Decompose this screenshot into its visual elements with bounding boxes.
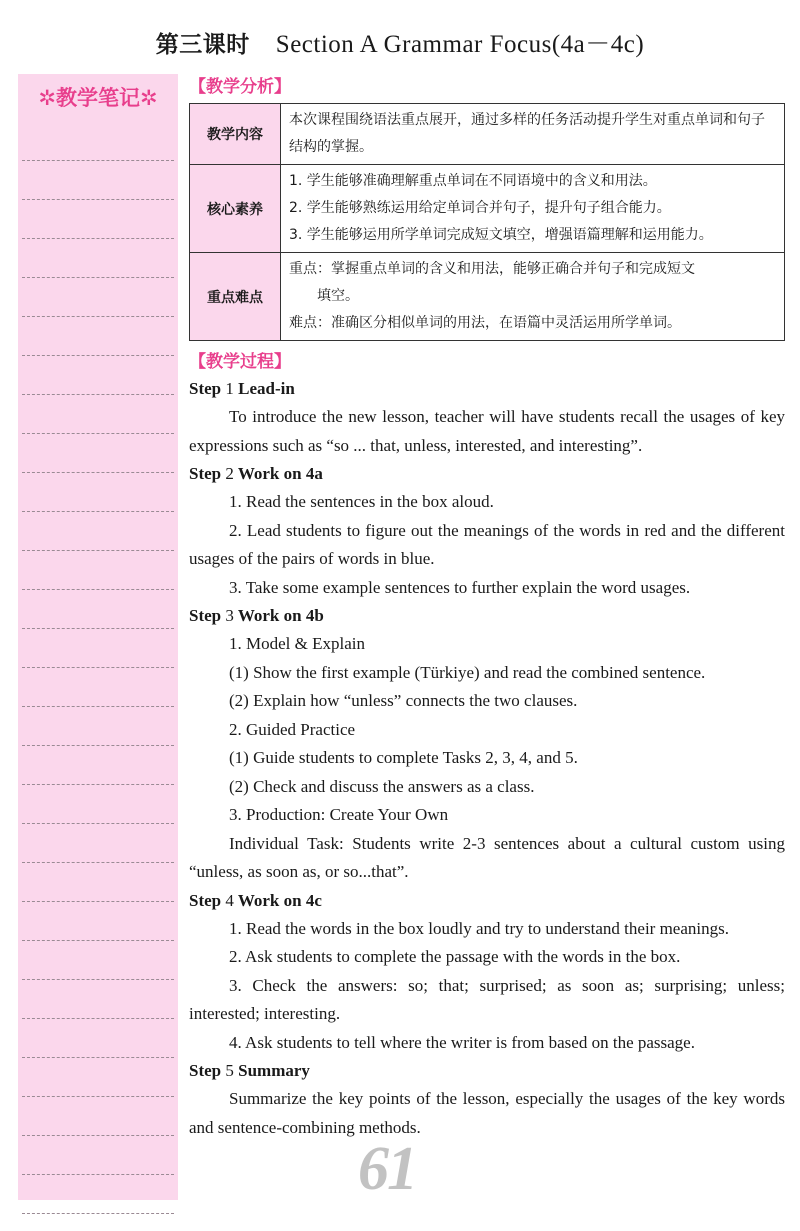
notes-line bbox=[22, 902, 174, 941]
row-line: 2. 学生能够熟练运用给定单词合并句子，提升句子组合能力。 bbox=[289, 200, 671, 216]
notes-line bbox=[22, 434, 174, 473]
step-paragraph: (2) Check and discuss the answers as a class. bbox=[229, 776, 535, 796]
step-title: Summary bbox=[238, 1061, 310, 1080]
notes-line bbox=[22, 980, 174, 1019]
notes-title: ✲教学笔记✲ bbox=[38, 86, 158, 110]
step-number: 5 bbox=[225, 1061, 234, 1080]
step-paragraph: (1) Guide students to complete Tasks 2, 3, 4, and 5. bbox=[229, 748, 578, 767]
step-paragraph: (2) Explain how “unless” connects the two clauses. bbox=[229, 691, 578, 710]
step-heading bbox=[189, 1057, 785, 1085]
row-line: 难点：准确区分相似单词的用法，在语篇中灵活运用所学单词。 bbox=[289, 315, 681, 331]
step-prefix: Step bbox=[189, 606, 222, 625]
row-body bbox=[281, 165, 785, 253]
notes-line bbox=[22, 1019, 174, 1058]
notes-line bbox=[22, 1175, 174, 1214]
step-title: Work on 4a bbox=[237, 464, 323, 483]
notes-line bbox=[22, 707, 174, 746]
step-paragraph: Individual Task: Students write 2-3 sentences about a cultural custom using “unless, as soon as, or so...that”. bbox=[189, 833, 785, 881]
step-paragraph: 2. Ask students to complete the passage with the words in the box. bbox=[229, 947, 681, 966]
steps-list bbox=[189, 375, 785, 1142]
step-prefix: Step bbox=[189, 890, 222, 910]
step-title: Lead-in bbox=[238, 379, 295, 398]
step-number: 4 bbox=[225, 890, 234, 910]
step-prefix: Step bbox=[189, 1061, 222, 1080]
row-line: 重点：掌握重点单词的含义和用法，能够正确合并句子和完成短文 bbox=[289, 261, 695, 277]
notes-line bbox=[22, 785, 174, 824]
row-label: 重点难点 bbox=[190, 253, 281, 341]
lesson-label: 第三课时 bbox=[155, 32, 250, 58]
notes-sidebar bbox=[18, 74, 178, 1200]
step-number: 1 bbox=[225, 379, 234, 398]
row-label: 核心素养 bbox=[190, 165, 281, 253]
row-line: 填空。 bbox=[317, 288, 359, 304]
notes-line bbox=[22, 590, 174, 629]
table-row bbox=[190, 253, 785, 341]
step-title: Work on 4b bbox=[237, 606, 324, 625]
step-heading bbox=[189, 887, 785, 915]
notes-line bbox=[22, 824, 174, 863]
step-paragraph: 2. Guided Practice bbox=[229, 719, 356, 739]
step-prefix: Step bbox=[189, 464, 222, 483]
step-heading bbox=[189, 602, 785, 630]
notes-line bbox=[22, 629, 174, 668]
step-paragraph: 3. Production: Create Your Own bbox=[229, 805, 449, 824]
table-row bbox=[190, 165, 785, 253]
page-title bbox=[0, 24, 800, 60]
step-paragraph: Summarize the key points of the lesson, especially the usages of the key words and sentence-combining methods. bbox=[189, 1089, 785, 1137]
step-number: 2 bbox=[225, 464, 234, 483]
notes-line bbox=[22, 668, 174, 707]
row-body bbox=[281, 104, 785, 165]
step-paragraph: (1) Show the first example (Türkiye) and read the combined sentence. bbox=[229, 662, 706, 682]
notes-line bbox=[22, 863, 174, 902]
step-paragraph: 4. Ask students to tell where the writer is from based on the passage. bbox=[229, 1032, 695, 1052]
notes-line bbox=[22, 941, 174, 980]
page-number: 61 bbox=[358, 1135, 416, 1203]
step-paragraph: 3. Check the answers: so; that; surprised; as soon as; surprising; unless; interested; interesting. bbox=[189, 975, 785, 1023]
notes-line bbox=[22, 1136, 174, 1175]
step-paragraph: To introduce the new lesson, teacher will have students recall the usages of key expressions such as “so ... that, unless, interested, and interesting”. bbox=[189, 407, 785, 455]
step-paragraph: 2. Lead students to figure out the meanings of the words in red and the different usages of the pairs of words in blue. bbox=[189, 520, 785, 568]
step-heading bbox=[189, 460, 785, 488]
row-line: 1. 学生能够准确理解重点单词在不同语境中的含义和用法。 bbox=[289, 173, 657, 189]
notes-line bbox=[22, 200, 174, 239]
step-paragraph: 1. Read the sentences in the box aloud. bbox=[229, 492, 494, 511]
notes-line bbox=[22, 278, 174, 317]
table-row bbox=[190, 104, 785, 165]
process-heading: 【教学过程】 bbox=[189, 352, 291, 372]
notes-line bbox=[22, 395, 174, 434]
notes-line bbox=[22, 122, 174, 161]
notes-line bbox=[22, 473, 174, 512]
step-prefix: Step bbox=[189, 379, 222, 398]
row-label: 教学内容 bbox=[190, 104, 281, 165]
notes-line bbox=[22, 1058, 174, 1097]
notes-line bbox=[22, 356, 174, 395]
step-paragraph: 3. Take some example sentences to further explain the word usages. bbox=[229, 577, 691, 597]
notes-line bbox=[22, 161, 174, 200]
analysis-heading: 【教学分析】 bbox=[189, 77, 291, 97]
notes-line bbox=[22, 317, 174, 356]
step-number: 3 bbox=[225, 606, 234, 625]
notes-line bbox=[22, 551, 174, 590]
notes-line bbox=[22, 746, 174, 785]
notes-line bbox=[22, 1097, 174, 1136]
row-line: 3. 学生能够运用所学单词完成短文填空，增强语篇理解和运用能力。 bbox=[289, 227, 713, 243]
step-title: Work on 4c bbox=[237, 890, 322, 910]
step-paragraph: 1. Read the words in the box loudly and try to understand their meanings. bbox=[229, 918, 729, 938]
step-heading bbox=[189, 375, 785, 403]
main-content bbox=[189, 74, 785, 1142]
row-body bbox=[281, 253, 785, 341]
notes-line bbox=[22, 239, 174, 278]
section-title: Section A Grammar Focus(4a－4c) bbox=[275, 31, 645, 58]
notes-line bbox=[22, 512, 174, 551]
analysis-table bbox=[189, 103, 785, 341]
row-line: 本次课程围绕语法重点展开，通过多样的任务活动提升学生对重点单词和句子结构的掌握。 bbox=[289, 112, 765, 155]
step-paragraph: 1. Model & Explain bbox=[229, 634, 365, 653]
